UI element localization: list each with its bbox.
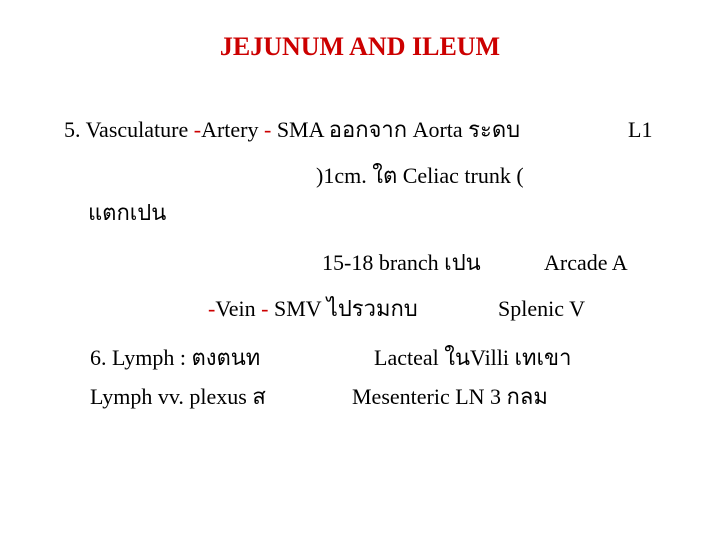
lymph-plexus-line: Lymph vv. plexus ส (90, 384, 266, 409)
branching-label: แตกเปน (88, 200, 167, 225)
sma-dash: - (263, 117, 277, 142)
lacteal-text: Lacteal ในVilli เทเขา (374, 345, 572, 370)
smv-dash: - (261, 296, 274, 321)
branch-count: 15-18 branch เปน (322, 250, 481, 275)
splenic-vein-label: Splenic V (498, 296, 585, 321)
lymph-line: 6. Lymph : ตงตนท (90, 345, 261, 370)
vein-line (208, 296, 418, 322)
vein-label: Vein (215, 296, 262, 321)
smv-text: SMV ไปรวมกบ (273, 296, 418, 321)
mesenteric-ln-text: Mesenteric LN 3 กลม (352, 384, 548, 409)
arcade-label: Arcade A (544, 250, 628, 275)
vasculature-label: 5. Vasculature (64, 117, 194, 142)
vasculature-line (64, 117, 520, 143)
artery-label: Artery (201, 117, 264, 142)
celiac-trunk-line: )1cm. ใต Celiac trunk ( (316, 163, 524, 188)
artery-dash: - (193, 117, 202, 142)
vertebral-level: L1 (628, 117, 653, 142)
vein-dash: - (208, 296, 216, 321)
sma-origin-text: SMA ออกจาก Aorta ระดบ (276, 117, 521, 142)
slide-title: JEJUNUM AND ILEUM (219, 32, 501, 61)
